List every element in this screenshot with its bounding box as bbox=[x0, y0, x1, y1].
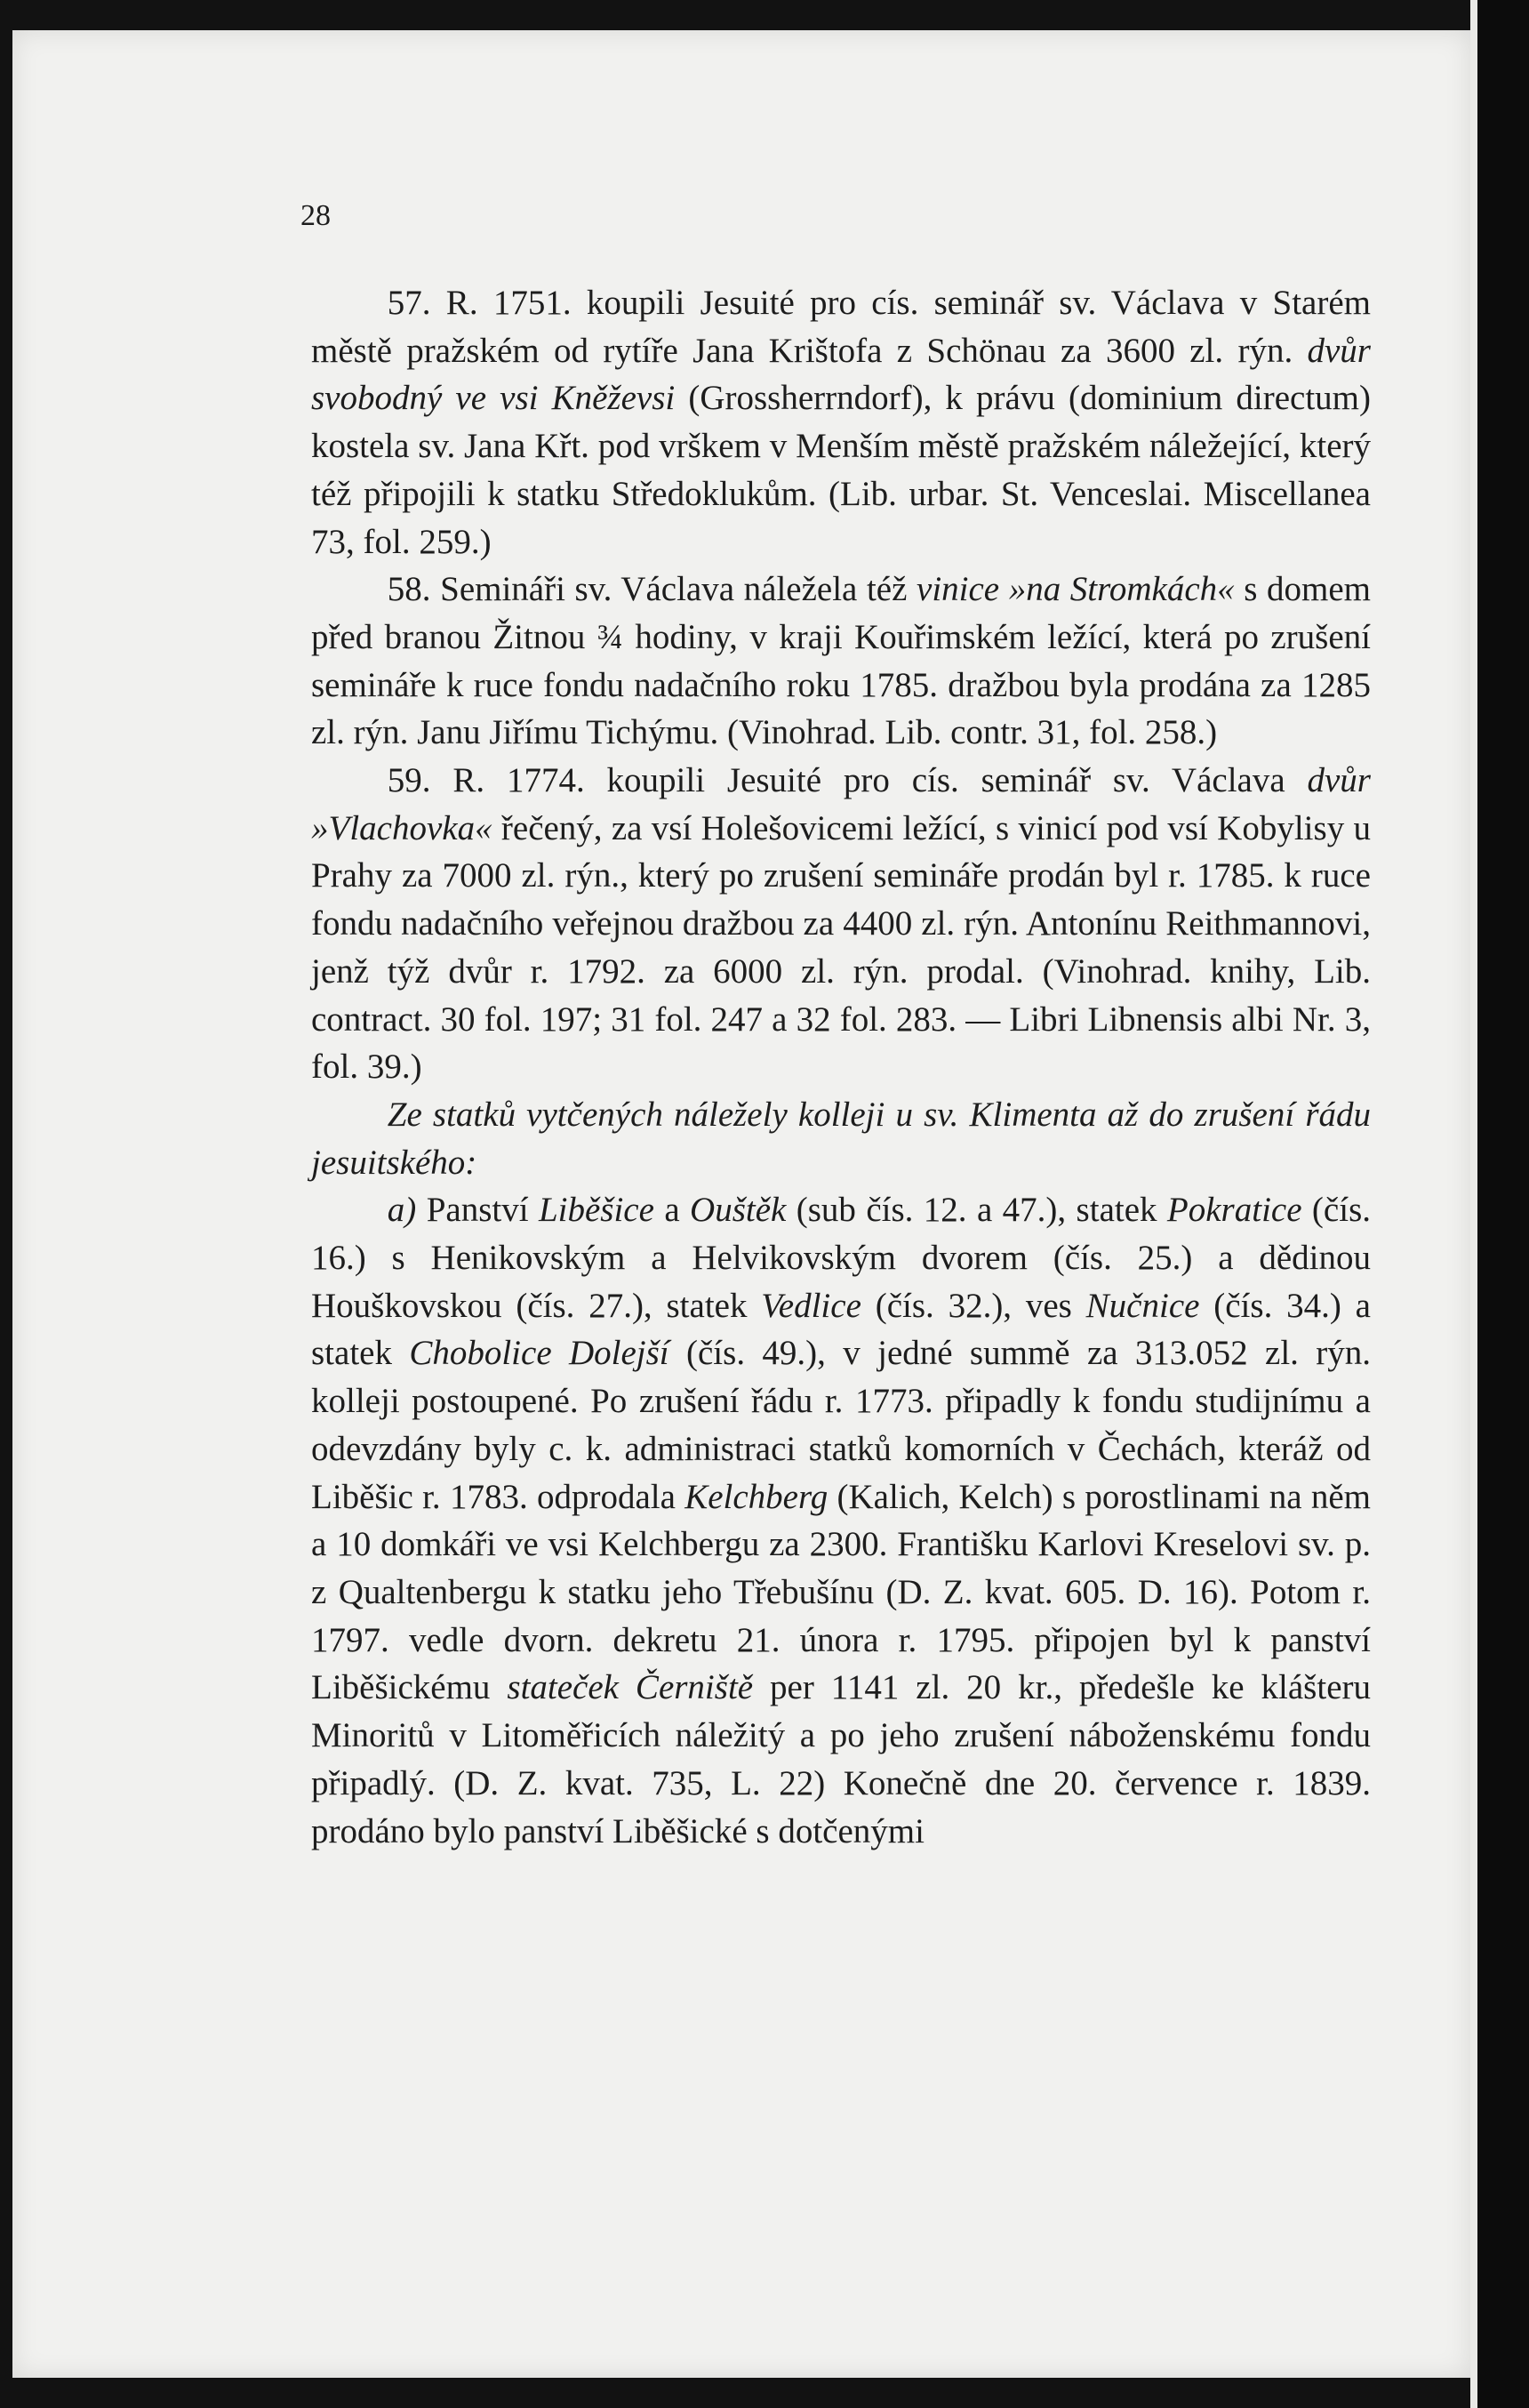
paragraph-58-text-2: s domem před branou Žitnou ¾ hodiny, v kraji Kouřimském ležící, která po zrušení semináře k ruce fondu nadačního roku 1785. dražbou byla prodána za 1285 zl. rýn. Janu Jiřímu Tichýmu. (Vinohrad. Lib. contr. 31, fol. 258.) bbox=[311, 570, 1371, 752]
paragraph-58-text-1: 58. Semináři sv. Václava náležela též bbox=[387, 570, 917, 609]
paragraph-58 bbox=[311, 566, 1371, 757]
paragraph-a-text-4: (čís. 16.) s Henikovským a Helvikovským dvorem (čís. 25.) a dědinou Houškovskou (čís. 27.), statek bbox=[311, 1191, 1371, 1325]
paragraph-a-italic-4: Vedlice bbox=[761, 1286, 861, 1325]
page-number: 28 bbox=[300, 199, 331, 232]
paragraph-a-label: a) bbox=[387, 1191, 417, 1230]
page-edge bbox=[1470, 0, 1477, 2408]
paragraph-a-italic-2: Ouštěk bbox=[690, 1191, 787, 1230]
paragraph-59 bbox=[311, 757, 1371, 1091]
paragraph-57-italic-1: dvůr svobodný ve vsi Kněževsi bbox=[311, 331, 1371, 418]
paragraph-a-italic-6: Chobolice Dolejší bbox=[409, 1334, 669, 1373]
paragraph-a-text-9: per 1141 zl. 20 kr., předešle ke klášteru Minoritů v Litoměřicích náležitý a po jeho zrušení náboženskému fondu připadlý. (D. Z. kvat. 735, L. 22) Konečně dne 20. července r. 1839. prodáno bylo panství Liběšické s dotčenými bbox=[311, 1668, 1371, 1850]
paragraph-57 bbox=[311, 279, 1371, 566]
paragraph-a-text-7: (čís. 49.), v jedné summě za 313.052 zl. rýn. kolleji postoupené. Po zrušení řádu r. 1773. připadly k fondu studijnímu a odevzdány byly c. k. administraci statků komorních v Čechách, kteráž od Liběšic r. 1783. odprodala bbox=[311, 1334, 1372, 1516]
paragraph-57-text-1: 57. R. 1751. koupili Jesuité pro cís. seminář sv. Václava v Starém městě pražském od rytíře Jana Krištofa z Schönau za 3600 zl. rýn. bbox=[311, 284, 1371, 370]
paragraph-a-text-1: Panství bbox=[416, 1191, 539, 1230]
paragraph-a-italic-7: Kelchberg bbox=[684, 1477, 829, 1516]
paragraph-a bbox=[311, 1186, 1371, 1855]
paragraph-59-text-1: 59. R. 1774. koupili Jesuité pro cís. seminář sv. Václava bbox=[387, 761, 1308, 800]
paragraph-a-text-8: (Kalich, Kelch) s porostlinami na něm a 10 domkáři ve vsi Kelchbergu za 2300. Františku Karlovi Kreselovi sv. p. z Qualtenbergu k statku jeho Třebušínu (D. Z. kvat. 605. D. 16). Potom r. 1797. vedle dvorn. dekretu 21. února r. 1795. připojen byl k panství Liběšickému bbox=[311, 1477, 1371, 1707]
paragraph-a-text-3: (sub čís. 12. a 47.), statek bbox=[786, 1191, 1167, 1230]
paragraph-a-italic-3: Pokratice bbox=[1166, 1191, 1302, 1230]
page-body bbox=[311, 279, 1371, 1855]
paragraph-a-italic-1: Liběšice bbox=[538, 1191, 654, 1230]
paragraph-59-italic-1: dvůr »Vlachovka« bbox=[311, 761, 1371, 847]
scan-border bbox=[1477, 0, 1529, 2408]
paragraph-a-italic-8: stateček Černiště bbox=[507, 1668, 754, 1707]
section-heading: Ze statků vytčených náležely kolleji u sv. Klimenta až do zrušení řádu jesuitského: bbox=[311, 1095, 1371, 1182]
paragraph-a-text-2: a bbox=[653, 1191, 691, 1230]
paragraph-a-text-6: (čís. 34.) a statek bbox=[311, 1286, 1371, 1373]
paragraph-59-text-2: řečený, za vsí Holešovicemi ležící, s vinicí pod vsí Kobylisy u Prahy za 7000 zl. rýn., který po zrušení semináře prodán byl r. 1785. k ruce fondu nadačního veřejnou dražbou za 4400 zl. rýn. Antonínu Reithmannovi, jenž týž dvůr r. 1792. za 6000 zl. rýn. prodal. (Vinohrad. knihy, Lib. contract. 30 fol. 197; 31 fol. 247 a 32 fol. 283. — Libri Libnensis albi Nr. 3, fol. 39.) bbox=[311, 808, 1371, 1087]
paragraph-a-italic-5: Nučnice bbox=[1085, 1286, 1200, 1325]
paragraph-58-italic-1: vinice »na Stromkách« bbox=[917, 570, 1235, 609]
paragraph-a-text-5: (čís. 32.), ves bbox=[861, 1286, 1086, 1325]
paragraph-57-text-2: (Grossherrndorf), k právu (dominium directum) kostela sv. Jana Křt. pod vrškem v Menším městě pražském náležející, který též připojili k statku Středoklukům. (Lib. urbar. St. Venceslai. Miscellanea 73, fol. 259.) bbox=[311, 379, 1372, 561]
